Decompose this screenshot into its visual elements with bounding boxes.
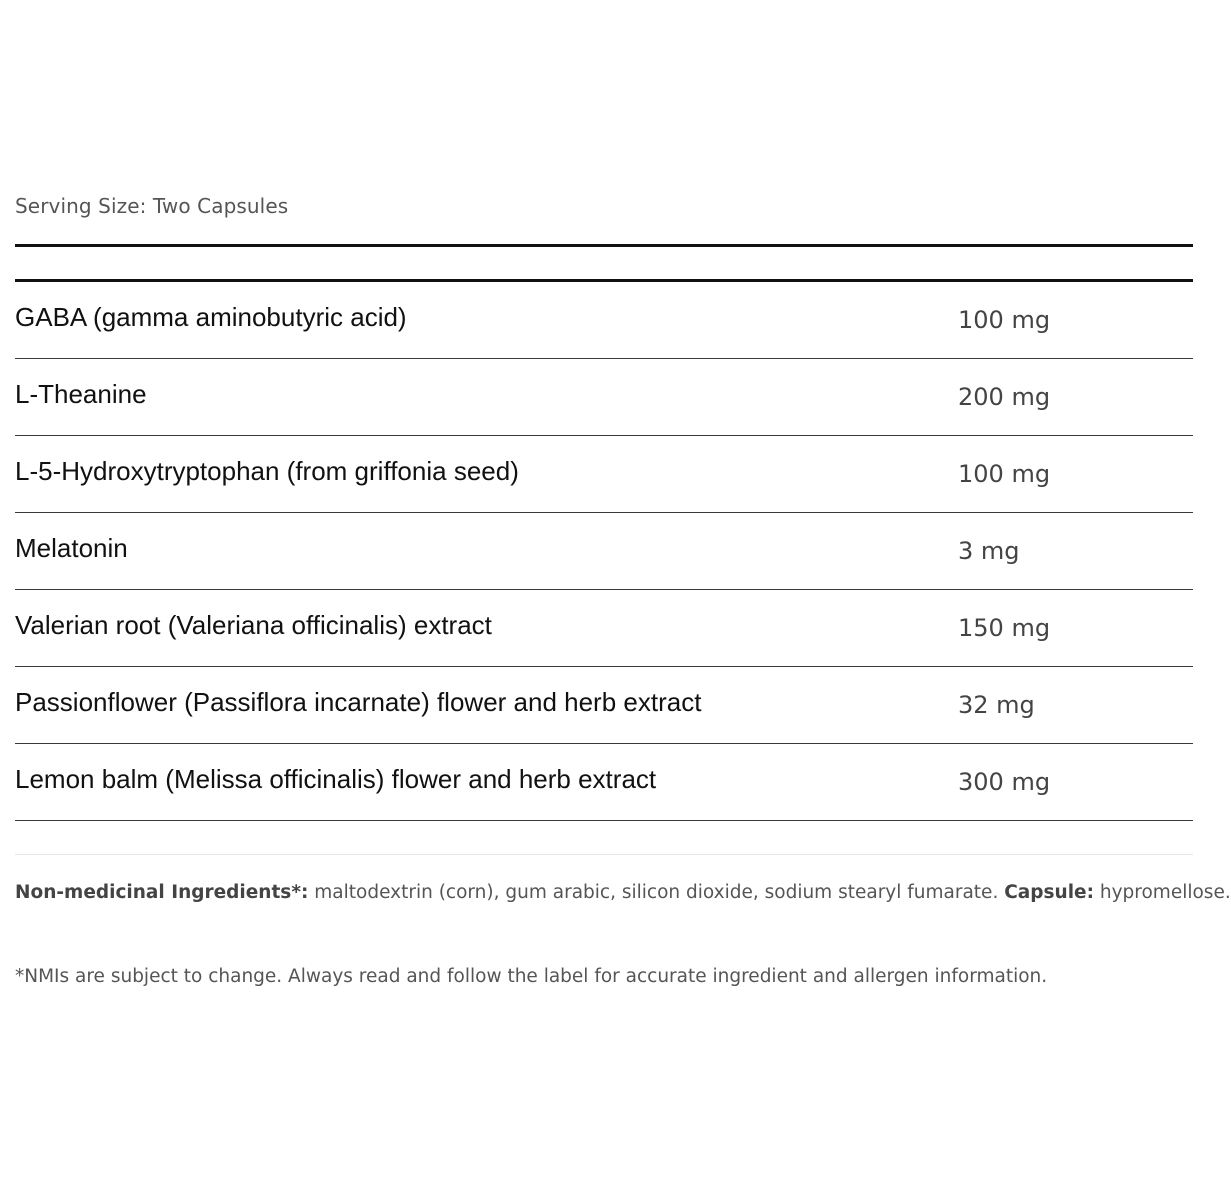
- ingredient-row: [15, 590, 1193, 667]
- non-medicinal-ingredients: [15, 882, 1231, 903]
- ingredient-name: Valerian root (Valeriana officinalis) extract: [15, 610, 492, 640]
- ingredient-name: Melatonin: [15, 533, 128, 563]
- ingredient-amount: 100 mg: [958, 306, 1051, 334]
- capsule-material: hypromellose.: [1093, 882, 1231, 903]
- ingredient-amount: 3 mg: [958, 537, 1020, 565]
- ingredient-amount: 300 mg: [958, 768, 1051, 796]
- ingredient-row: [15, 513, 1193, 590]
- ingredient-name: Lemon balm (Melissa officinalis) flower and herb extract: [15, 764, 657, 794]
- nmi-disclaimer: *NMIs are subject to change. Always read and follow the label for accurate ingredient and allergen information.: [15, 966, 1048, 987]
- ingredient-amount: 200 mg: [958, 383, 1051, 411]
- non-medicinal-list: maltodextrin (corn), gum arabic, silicon dioxide, sodium stearyl fumarate.: [308, 882, 1005, 903]
- ingredient-row: [15, 744, 1193, 821]
- ingredient-amount: 32 mg: [958, 691, 1035, 719]
- capsule-label: Capsule:: [1004, 882, 1094, 903]
- non-medicinal-label: Non-medicinal Ingredients*:: [15, 882, 309, 903]
- ingredient-name: L-Theanine: [15, 379, 147, 409]
- ingredient-name: L-5-Hydroxytryptophan (from griffonia seed): [15, 456, 519, 486]
- serving-size: Serving Size: Two Capsules: [15, 194, 289, 218]
- ingredient-row: [15, 359, 1193, 436]
- ingredient-row: [15, 667, 1193, 744]
- ingredient-row: [15, 282, 1193, 359]
- ingredient-amount: 100 mg: [958, 460, 1051, 488]
- ingredient-name: Passionflower (Passiflora incarnate) flower and herb extract: [15, 687, 702, 717]
- ingredient-name: GABA (gamma aminobutyric acid): [15, 302, 407, 332]
- ingredient-row: [15, 436, 1193, 513]
- top-divider: [15, 244, 1193, 247]
- ingredient-amount: 150 mg: [958, 614, 1051, 642]
- ingredients-table: [15, 282, 1193, 821]
- section-divider: [15, 854, 1193, 855]
